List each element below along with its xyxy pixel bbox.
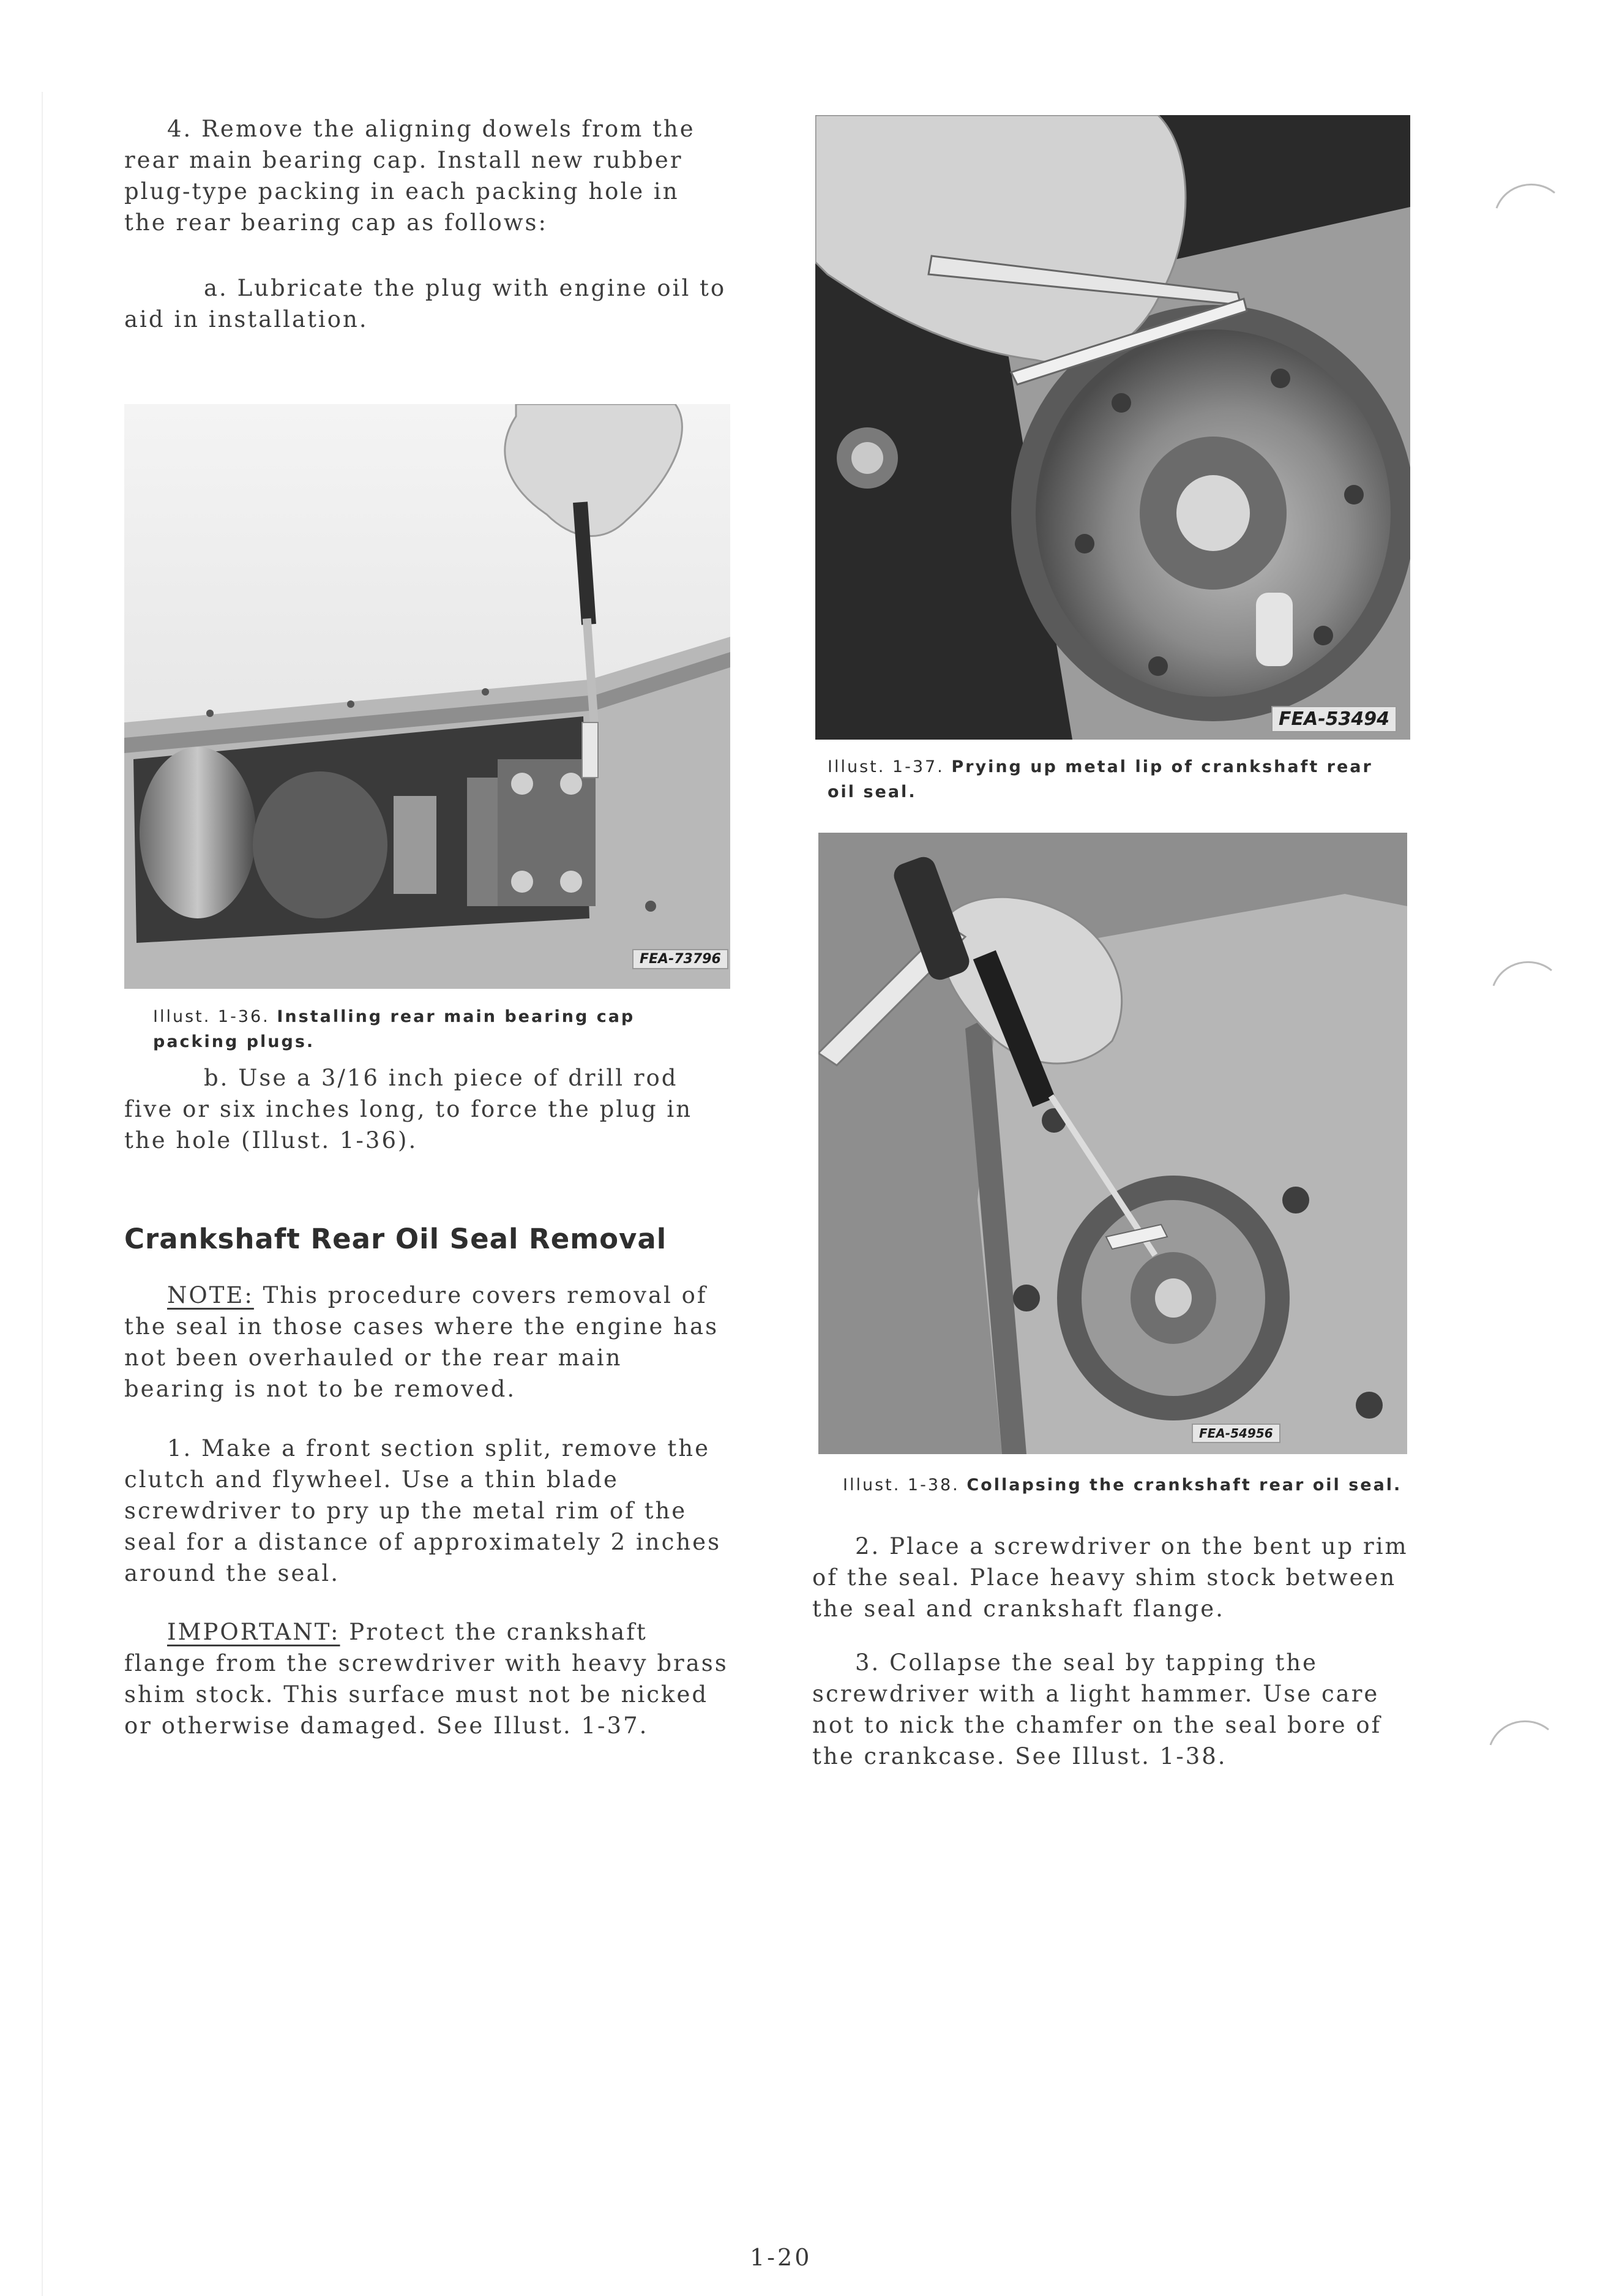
- step-a-paragraph: a. Lubricate the plug with engine oil to aid in installation.: [124, 275, 727, 332]
- illustration-1-36-photo: [124, 404, 730, 989]
- step-3-paragraph: 3. Collapse the seal by tapping the screwdriver with a light hammer. Use care not to nick the chamfer on the seal bore of the crankcase. See Illust. 1-38.: [812, 1649, 1382, 1769]
- step-2-paragraph: 2. Place a screwdriver on the bent up rim of the seal. Place heavy shim stock between the seal and crankshaft flange.: [812, 1533, 1408, 1622]
- illustration-1-38-caption: [843, 1473, 1406, 1498]
- illustration-1-37-photo: [815, 115, 1410, 740]
- note-label: NOTE:: [167, 1282, 254, 1308]
- figure-label-fea-73796: FEA-73796: [632, 949, 728, 969]
- illustration-1-37-caption: [828, 754, 1391, 805]
- caption-id: Illust. 1-38.: [843, 1476, 960, 1495]
- binder-hole-arc-bottom: [1487, 1714, 1555, 1751]
- binder-hole-arc-middle: [1490, 955, 1558, 992]
- caption-id: Illust. 1-37.: [828, 757, 944, 776]
- page-edge-shadow: [42, 92, 43, 2296]
- important-paragraph: [124, 1616, 730, 1741]
- figure-label-fea-53494: FEA-53494: [1271, 706, 1397, 732]
- illustration-1-36-caption: [153, 1004, 716, 1054]
- illustration-1-38-photo: [818, 833, 1407, 1454]
- figure-label-fea-54956: FEA-54956: [1192, 1424, 1280, 1443]
- important-text: Protect the crankshaft flange from the screwdriver with heavy brass shim stock. This surface must not be nicked or otherwise damaged. See Illust. 1-37.: [124, 1619, 728, 1739]
- caption-text: Prying up metal lip of crankshaft rear oil seal.: [828, 757, 1373, 801]
- caption-text: Installing rear main bearing cap packing plugs.: [153, 1007, 635, 1051]
- note-paragraph: [124, 1280, 730, 1405]
- binder-hole-arc-top: [1493, 178, 1561, 214]
- important-label: IMPORTANT:: [167, 1619, 340, 1645]
- caption-id: Illust. 1-36.: [153, 1007, 270, 1026]
- step-1-paragraph: 1. Make a front section split, remove the clutch and flywheel. Use a thin blade screwdriver to pry up the metal rim of the seal for a distance of approximately 2 inches around the seal.: [124, 1435, 722, 1586]
- step-4-paragraph: 4. Remove the aligning dowels from the rear main bearing cap. Install new rubber plug-type packing in each packing hole in the rear bearing cap as follows:: [124, 116, 695, 236]
- note-text: This procedure covers removal of the seal in those cases where the engine has not been overhauled or the rear main bearing is not to be removed.: [124, 1282, 719, 1402]
- section-heading: Crankshaft Rear Oil Seal Removal: [124, 1223, 667, 1255]
- step-b-paragraph: b. Use a 3/16 inch piece of drill rod five or six inches long, to force the plug in the hole (Illust. 1-36).: [124, 1065, 693, 1154]
- page-number: 1-20: [750, 2244, 812, 2271]
- caption-text: Collapsing the crankshaft rear oil seal.: [966, 1476, 1402, 1495]
